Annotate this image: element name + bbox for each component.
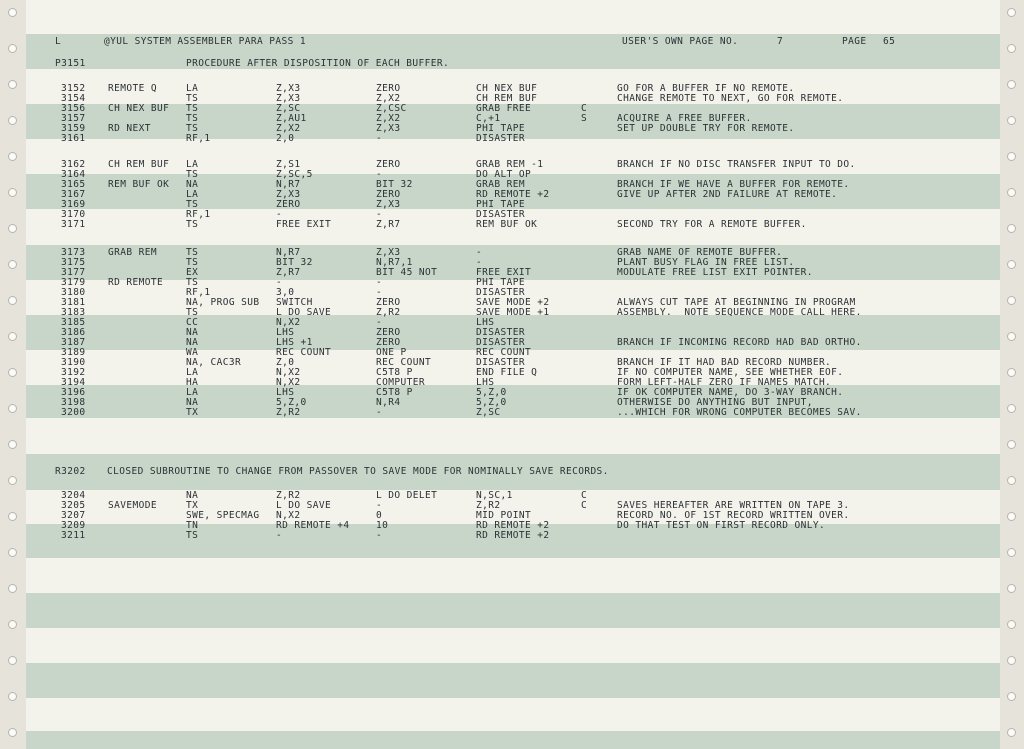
listing-op: LA: [186, 159, 199, 170]
listing-addr: LHS +1: [276, 337, 313, 348]
listing-a2: REC COUNT: [376, 357, 432, 368]
listing-line: 3180: [61, 287, 86, 298]
listing-a2: -: [376, 500, 383, 511]
listing-addr: Z,R2: [276, 490, 301, 501]
listing-a3: REM BUF OK: [476, 219, 538, 230]
tractor-hole: [1007, 116, 1016, 125]
listing-line: 3162: [61, 159, 86, 170]
listing-addr: N,X2: [276, 510, 301, 521]
paper-band: [26, 558, 1000, 593]
listing-op: NA, PROG SUB: [186, 297, 260, 308]
listing-op: EX: [186, 267, 199, 278]
listing-comment: SECOND TRY FOR A REMOTE BUFFER.: [617, 219, 807, 230]
listing-a2: -: [376, 287, 383, 298]
listing-a3: PHI TAPE: [476, 123, 525, 134]
listing-line: 3164: [61, 169, 86, 180]
listing-addr: BIT 32: [276, 257, 313, 268]
listing-comment: SAVES HEREAFTER ARE WRITTEN ON TAPE 3.: [617, 500, 850, 511]
paper-band: [26, 698, 1000, 731]
listing-line: 3207: [61, 510, 86, 521]
listing-addr: N,X2: [276, 377, 301, 388]
tractor-hole: [8, 116, 17, 125]
listing-a2: Z,X3: [376, 199, 401, 210]
listing-op: TS: [186, 247, 199, 258]
listing-line: 3169: [61, 199, 86, 210]
listing-a3: SAVE MODE +2: [476, 297, 550, 308]
listing-line: 3198: [61, 397, 86, 408]
listing-line: 3171: [61, 219, 86, 230]
listing-op: RF,1: [186, 209, 211, 220]
listing-addr: Z,X2: [276, 123, 301, 134]
listing-a3: GRAB REM: [476, 179, 525, 190]
tractor-hole: [1007, 728, 1016, 737]
listing-addr: Z,AU1: [276, 113, 307, 124]
listing-comment: ...WHICH FOR WRONG COMPUTER BECOMES SAV.: [617, 407, 862, 418]
paper-band: [26, 0, 1000, 34]
listing-flag: C: [581, 500, 588, 511]
listing-a3: 5,Z,0: [476, 397, 507, 408]
tractor-hole: [8, 44, 17, 53]
listing-a3: GRAB FREE: [476, 103, 532, 114]
listing-addr: -: [276, 277, 283, 288]
listing-a2: Z,CSC: [376, 103, 407, 114]
listing-op: LA: [186, 189, 199, 200]
tractor-hole: [8, 440, 17, 449]
section2-title: CLOSED SUBROUTINE TO CHANGE FROM PASSOVER TO SAVE MODE FOR NOMINALLY SAVE RECORDS.: [107, 466, 609, 477]
listing-op: TS: [186, 169, 199, 180]
listing-a3: Z,R2: [476, 500, 501, 511]
listing-op: SWE, SPECMAG: [186, 510, 260, 521]
listing-comment: DO THAT TEST ON FIRST RECORD ONLY.: [617, 520, 826, 531]
listing-flag: S: [581, 113, 588, 124]
listing-op: TN: [186, 520, 199, 531]
listing-line: 3181: [61, 297, 86, 308]
listing-line: 3187: [61, 337, 86, 348]
listing-a2: C5T8 P: [376, 387, 413, 398]
tractor-hole: [1007, 692, 1016, 701]
listing-addr: Z,X3: [276, 189, 301, 200]
listing-comment: BRANCH IF WE HAVE A BUFFER FOR REMOTE.: [617, 179, 850, 190]
listing-op: TS: [186, 103, 199, 114]
tractor-hole: [8, 728, 17, 737]
listing-line: 3205: [61, 500, 86, 511]
listing-line: 3196: [61, 387, 86, 398]
listing-a3: DISASTER: [476, 133, 525, 144]
listing-a3: RD REMOTE +2: [476, 530, 550, 541]
listing-a3: DISASTER: [476, 327, 525, 338]
listing-addr: SWITCH: [276, 297, 313, 308]
listing-line: 3183: [61, 307, 86, 318]
listing-a2: Z,X2: [376, 93, 401, 104]
tractor-hole: [8, 584, 17, 593]
listing-line: 3157: [61, 113, 86, 124]
listing-op: CC: [186, 317, 199, 328]
listing-addr: 5,Z,0: [276, 397, 307, 408]
listing-a2: COMPUTER: [376, 377, 425, 388]
listing-a3: DO ALT OP: [476, 169, 532, 180]
paper-band: [26, 593, 1000, 628]
listing-op: NA: [186, 327, 199, 338]
listing-op: WA: [186, 347, 199, 358]
listing-comment: GRAB NAME OF REMOTE BUFFER.: [617, 247, 783, 258]
listing-addr: ZERO: [276, 199, 301, 210]
tractor-hole: [1007, 296, 1016, 305]
listing-comment: GO FOR A BUFFER IF NO REMOTE.: [617, 83, 795, 94]
listing-op: TS: [186, 257, 199, 268]
listing-addr: Z,0: [276, 357, 295, 368]
tractor-hole: [1007, 656, 1016, 665]
header-title: @YUL SYSTEM ASSEMBLER PARA PASS 1: [104, 36, 306, 47]
tractor-hole: [1007, 188, 1016, 197]
listing-a3: DISASTER: [476, 357, 525, 368]
listing-a2: -: [376, 209, 383, 220]
listing-comment: PLANT BUSY FLAG IN FREE LIST.: [617, 257, 795, 268]
listing-a2: -: [376, 530, 383, 541]
tractor-hole: [1007, 512, 1016, 521]
listing-label: GRAB REM: [108, 247, 157, 258]
tractor-hole: [1007, 332, 1016, 341]
tractor-hole: [1007, 620, 1016, 629]
header-user-page-no: 7: [777, 36, 784, 47]
listing-op: TS: [186, 277, 199, 288]
tractor-hole: [8, 8, 17, 17]
listing-comment: MODULATE FREE LIST EXIT POINTER.: [617, 267, 813, 278]
listing-a3: DISASTER: [476, 337, 525, 348]
listing-addr: Z,SC,5: [276, 169, 313, 180]
listing-addr: 3,0: [276, 287, 295, 298]
listing-a2: 0: [376, 510, 383, 521]
listing-comment: ASSEMBLY. NOTE SEQUENCE MODE CALL HERE.: [617, 307, 862, 318]
listing-comment: BRANCH IF INCOMING RECORD HAD BAD ORTHO.: [617, 337, 862, 348]
listing-line: 3200: [61, 407, 86, 418]
listing-label: CH REM BUF: [108, 159, 170, 170]
tractor-hole: [1007, 548, 1016, 557]
listing-line: 3156: [61, 103, 86, 114]
tractor-hole: [8, 620, 17, 629]
listing-addr: N,R7: [276, 247, 301, 258]
tractor-hole: [1007, 224, 1016, 233]
listing-a3: DISASTER: [476, 209, 525, 220]
listing-a2: N,R7,1: [376, 257, 413, 268]
listing-comment: FORM LEFT-HALF ZERO IF NAMES MATCH.: [617, 377, 832, 388]
paper-band: [26, 731, 1000, 749]
listing-addr: REC COUNT: [276, 347, 332, 358]
listing-a2: Z,X2: [376, 113, 401, 124]
listing-addr: -: [276, 209, 283, 220]
listing-a2: -: [376, 317, 383, 328]
listing-addr: -: [276, 530, 283, 541]
listing-op: TS: [186, 307, 199, 318]
listing-op: LA: [186, 387, 199, 398]
listing-label: CH NEX BUF: [108, 103, 170, 114]
tractor-hole: [8, 512, 17, 521]
listing-a2: -: [376, 407, 383, 418]
listing-a3: REC COUNT: [476, 347, 532, 358]
listing-label: RD REMOTE: [108, 277, 164, 288]
listing-a3: RD REMOTE +2: [476, 189, 550, 200]
listing-line: 3186: [61, 327, 86, 338]
listing-a2: -: [376, 169, 383, 180]
listing-line: 3189: [61, 347, 86, 358]
listing-addr: Z,X3: [276, 93, 301, 104]
listing-comment: GIVE UP AFTER 2ND FAILURE AT REMOTE.: [617, 189, 838, 200]
listing-a3: PHI TAPE: [476, 277, 525, 288]
tractor-hole: [8, 656, 17, 665]
listing-line: 3177: [61, 267, 86, 278]
tractor-hole: [1007, 152, 1016, 161]
listing-a2: N,R4: [376, 397, 401, 408]
listing-flag: C: [581, 103, 588, 114]
listing-comment: BRANCH IF NO DISC TRANSFER INPUT TO DO.: [617, 159, 856, 170]
listing-a3: DISASTER: [476, 287, 525, 298]
listing-a3: SAVE MODE +1: [476, 307, 550, 318]
listing-a3: END FILE Q: [476, 367, 538, 378]
tractor-hole: [1007, 440, 1016, 449]
header-page-no: 65: [883, 36, 896, 47]
tractor-hole: [1007, 476, 1016, 485]
listing-op: NA: [186, 337, 199, 348]
tractor-hole: [8, 224, 17, 233]
listing-a3: C,+1: [476, 113, 501, 124]
listing-a3: GRAB REM -1: [476, 159, 544, 170]
listing-op: TS: [186, 199, 199, 210]
tractor-hole: [1007, 80, 1016, 89]
listing-line: 3152: [61, 83, 86, 94]
listing-addr: 2,0: [276, 133, 295, 144]
listing-line: 3179: [61, 277, 86, 288]
listing-addr: N,R7: [276, 179, 301, 190]
listing-a2: ZERO: [376, 83, 401, 94]
tractor-hole: [8, 548, 17, 557]
section1-title: PROCEDURE AFTER DISPOSITION OF EACH BUFFER.: [186, 58, 450, 69]
listing-a3: 5,Z,0: [476, 387, 507, 398]
listing-a2: ZERO: [376, 337, 401, 348]
tractor-hole: [1007, 260, 1016, 269]
listing-comment: IF OK COMPUTER NAME, DO 3-WAY BRANCH.: [617, 387, 844, 398]
listing-addr: Z,R7: [276, 267, 301, 278]
listing-a3: MID POINT: [476, 510, 532, 521]
listing-a2: BIT 45 NOT: [376, 267, 438, 278]
listing-a3: FREE EXIT: [476, 267, 532, 278]
header-user-page-label: USER'S OWN PAGE NO.: [622, 36, 739, 47]
tractor-hole: [8, 260, 17, 269]
listing-comment: IF NO COMPUTER NAME, SEE WHETHER EOF.: [617, 367, 844, 378]
listing-line: 3190: [61, 357, 86, 368]
section2-id: R3202: [55, 466, 86, 477]
listing-op: TX: [186, 500, 199, 511]
header-page-label: PAGE: [842, 36, 867, 47]
listing-line: 3204: [61, 490, 86, 501]
tractor-hole: [1007, 44, 1016, 53]
tractor-hole: [1007, 404, 1016, 413]
listing-op: NA: [186, 179, 199, 190]
listing-comment: ACQUIRE A FREE BUFFER.: [617, 113, 752, 124]
listing-line: 3173: [61, 247, 86, 258]
listing-comment: BRANCH IF IT HAD BAD RECORD NUMBER.: [617, 357, 832, 368]
listing-line: 3165: [61, 179, 86, 190]
listing-addr: Z,SC: [276, 103, 301, 114]
tractor-hole: [8, 296, 17, 305]
tractor-hole: [8, 80, 17, 89]
listing-a3: N,SC,1: [476, 490, 513, 501]
listing-a3: RD REMOTE +2: [476, 520, 550, 531]
listing-line: 3194: [61, 377, 86, 388]
header-left-label: L: [55, 36, 62, 47]
listing-comment: RECORD NO. OF 1ST RECORD WRITTEN OVER.: [617, 510, 850, 521]
listing-a2: ONE P: [376, 347, 407, 358]
listing-addr: RD REMOTE +4: [276, 520, 350, 531]
listing-op: NA, CAC3R: [186, 357, 242, 368]
listing-op: HA: [186, 377, 199, 388]
tractor-hole: [1007, 8, 1016, 17]
listing-a3: -: [476, 247, 483, 258]
listing-a2: ZERO: [376, 327, 401, 338]
listing-a3: PHI TAPE: [476, 199, 525, 210]
listing-op: TS: [186, 113, 199, 124]
tractor-hole: [1007, 368, 1016, 377]
listing-op: TS: [186, 93, 199, 104]
listing-op: TS: [186, 530, 199, 541]
tractor-hole: [8, 404, 17, 413]
section1-id: P3151: [55, 58, 86, 69]
listing-line: 3192: [61, 367, 86, 378]
listing-line: 3211: [61, 530, 86, 541]
listing-op: LA: [186, 367, 199, 378]
listing-a2: Z,X3: [376, 247, 401, 258]
paper-band: [26, 663, 1000, 698]
listing-a3: Z,SC: [476, 407, 501, 418]
listing-addr: L DO SAVE: [276, 307, 332, 318]
listing-op: NA: [186, 397, 199, 408]
tractor-hole: [8, 692, 17, 701]
tractor-hole: [8, 152, 17, 161]
listing-a2: -: [376, 277, 383, 288]
tractor-hole: [8, 188, 17, 197]
listing-op: LA: [186, 83, 199, 94]
listing-line: 3185: [61, 317, 86, 328]
listing-line: 3209: [61, 520, 86, 531]
listing-op: TS: [186, 219, 199, 230]
listing-a2: C5T8 P: [376, 367, 413, 378]
listing-comment: SET UP DOUBLE TRY FOR REMOTE.: [617, 123, 795, 134]
listing-label: REM BUF OK: [108, 179, 170, 190]
listing-op: NA: [186, 490, 199, 501]
listing-a2: ZERO: [376, 159, 401, 170]
listing-op: TS: [186, 123, 199, 134]
listing-line: 3154: [61, 93, 86, 104]
paper-band: [26, 628, 1000, 663]
listing-addr: Z,R2: [276, 407, 301, 418]
listing-a3: LHS: [476, 317, 495, 328]
listing-a3: LHS: [476, 377, 495, 388]
listing-op: RF,1: [186, 133, 211, 144]
listing-a2: 10: [376, 520, 389, 531]
listing-addr: N,X2: [276, 317, 301, 328]
listing-addr: FREE EXIT: [276, 219, 332, 230]
listing-addr: Z,S1: [276, 159, 301, 170]
listing-a2: L DO DELET: [376, 490, 438, 501]
listing-line: 3175: [61, 257, 86, 268]
tractor-hole: [8, 332, 17, 341]
listing-comment: ALWAYS CUT TAPE AT BEGINNING IN PROGRAM: [617, 297, 856, 308]
listing-line: 3170: [61, 209, 86, 220]
listing-a2: BIT 32: [376, 179, 413, 190]
listing-flag: C: [581, 490, 588, 501]
tractor-hole: [8, 368, 17, 377]
listing-a2: -: [376, 133, 383, 144]
listing-addr: N,X2: [276, 367, 301, 378]
listing-a2: ZERO: [376, 297, 401, 308]
listing-label: RD NEXT: [108, 123, 151, 134]
listing-addr: Z,X3: [276, 83, 301, 94]
listing-comment: OTHERWISE DO ANYTHING BUT INPUT,: [617, 397, 813, 408]
listing-addr: LHS: [276, 327, 295, 338]
listing-a3: CH NEX BUF: [476, 83, 538, 94]
listing-a3: CH REM BUF: [476, 93, 538, 104]
listing-a2: Z,R7: [376, 219, 401, 230]
tractor-hole: [8, 476, 17, 485]
listing-line: 3167: [61, 189, 86, 200]
listing-line: 3159: [61, 123, 86, 134]
listing-a2: ZERO: [376, 189, 401, 200]
listing-addr: LHS: [276, 387, 295, 398]
listing-a2: Z,X3: [376, 123, 401, 134]
listing-comment: CHANGE REMOTE TO NEXT, GO FOR REMOTE.: [617, 93, 844, 104]
listing-op: RF,1: [186, 287, 211, 298]
listing-a3: -: [476, 257, 483, 268]
listing-op: TX: [186, 407, 199, 418]
paper-band: [26, 418, 1000, 454]
listing-a2: Z,R2: [376, 307, 401, 318]
tractor-hole: [1007, 584, 1016, 593]
listing-addr: L DO SAVE: [276, 500, 332, 511]
listing-label: SAVEMODE: [108, 500, 157, 511]
listing-label: REMOTE Q: [108, 83, 157, 94]
listing-line: 3161: [61, 133, 86, 144]
